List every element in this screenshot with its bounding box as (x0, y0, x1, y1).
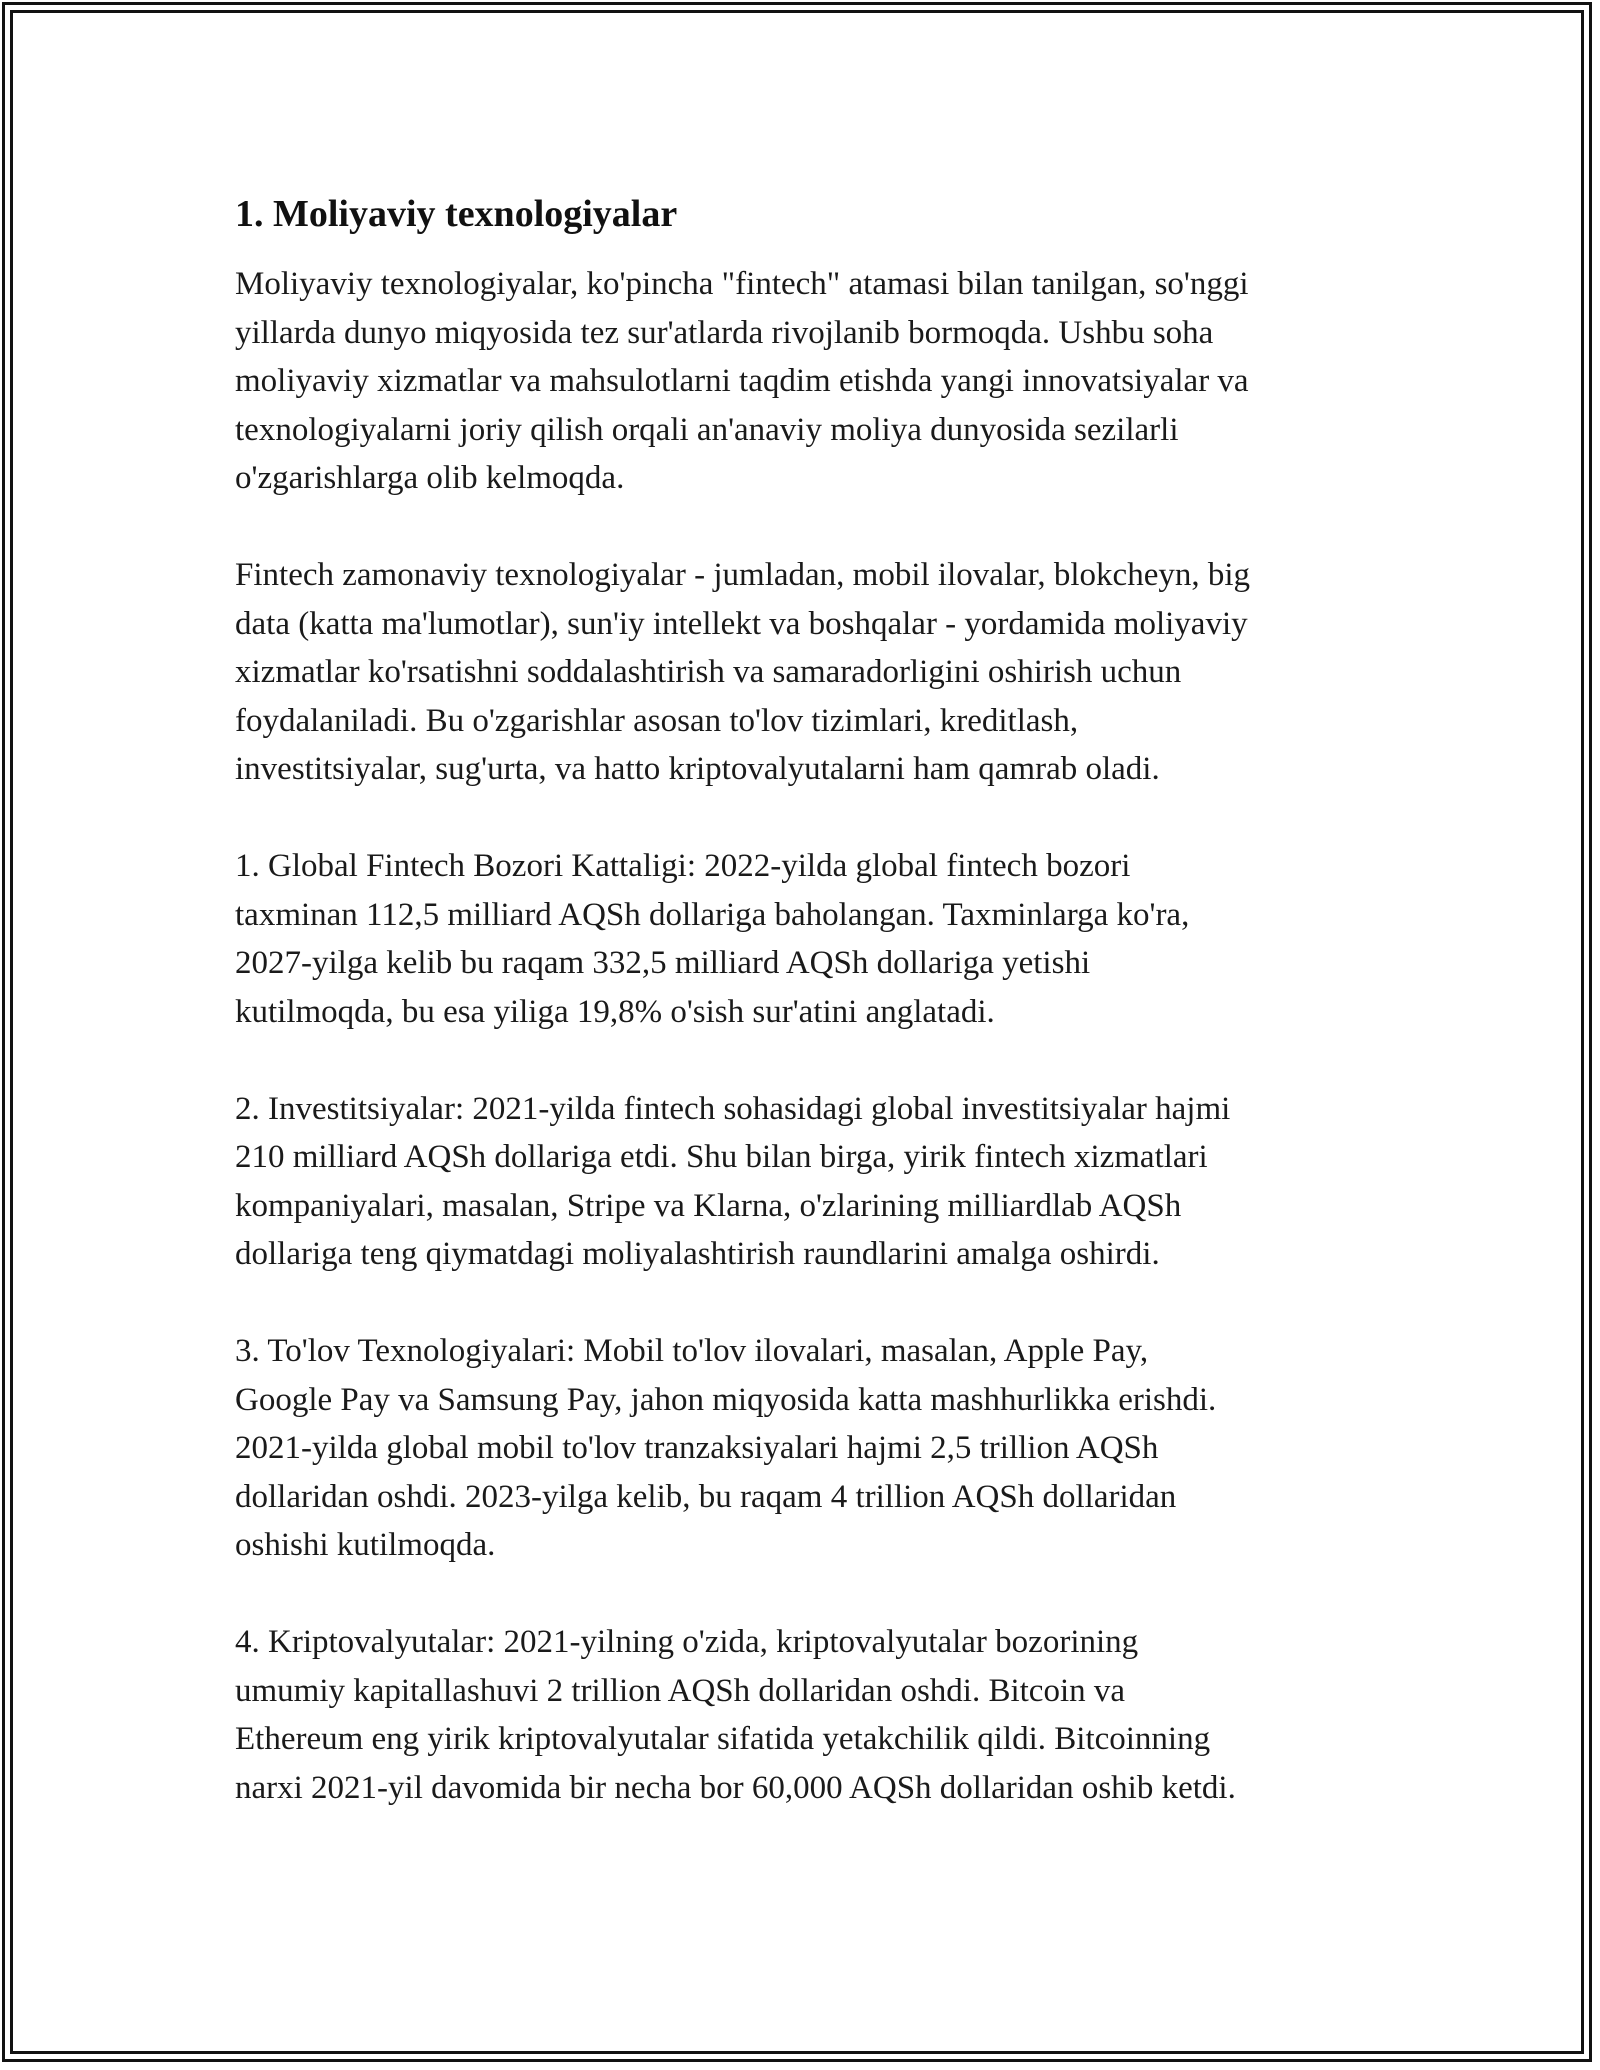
paragraph-intro: Moliyaviy texnologiyalar, ko'pincha "fintech" atamasi bilan tanilgan, so'nggi yillarda dunyo miqyosida tez sur'atlarda rivojlanib bormoqda. Ushbu soha moliyaviy xizmatlar va mahsulotlarni taqdim etishda yangi innovatsiyalar va texnologiyalarni joriy qilish orqali an'anaviy moliya dunyosida sezilarli o'zgarishlarga olib kelmoqda. (235, 266, 1249, 496)
paragraph-fintech-technologies: Fintech zamonaviy texnologiyalar - jumladan, mobil ilovalar, blokcheyn, big data (katta ma'lumotlar), sun'iy intellekt va boshqalar - yordamida moliyaviy xizmatlar ko'rsatishni soddalashtirish va samaradorligini oshirish uchun foydalaniladi. Bu o'zgarishlar asosan to'lov tizimlari, kreditlash, investitsiyalar, sug'urta, va hatto kriptovalyutalarni ham qamrab oladi. (235, 557, 1251, 787)
paragraph-cryptocurrencies: 4. Kriptovalyutalar: 2021-yilning o'zida, kriptovalyutalar bozorining umumiy kapitallashuvi 2 trillion AQSh dollaridan oshdi. Bitcoin va Ethereum eng yirik kriptovalyutalar sifatida yetakchilik qildi. Bitcoinning narxi 2021-yil davomida bir necha bor 60,000 AQSh dollaridan oshib ketdi. (235, 1624, 1236, 1806)
section-heading: 1. Moliyaviy texnologiyalar (235, 193, 678, 235)
paragraph-global-market-size: 1. Global Fintech Bozori Kattaligi: 2022-yilda global fintech bozori taxminan 112,5 milliard AQSh dollariga baholangan. Taxminlarga ko'ra, 2027-yilga kelib bu raqam 332,5 milliard AQSh dollariga yetishi kutilmoqda, bu esa yiliga 19,8% o'sish sur'atini anglatadi. (235, 848, 1190, 1030)
paragraph-investments: 2. Investitsiyalar: 2021-yilda fintech sohasidagi global investitsiyalar hajmi 210 milliard AQSh dollariga etdi. Shu bilan birga, yirik fintech xizmatlari kompaniyalari, masalan, Stripe va Klarna, o'zlarining milliardlab AQSh dollariga teng qiymatdagi moliyalashtirish raundlarini amalga oshirdi. (235, 1090, 1231, 1272)
paragraph-payment-technologies: 3. To'lov Texnologiyalari: Mobil to'lov ilovalari, masalan, Apple Pay, Google Pay va Samsung Pay, jahon miqyosida katta mashhurlikka erishdi. 2021-yilda global mobil to'lov tranzaksiyalari hajmi 2,5 trillion AQSh dollaridan oshdi. 2023-yilga kelib, bu raqam 4 trillion AQSh dollaridan oshishi kutilmoqda. (235, 1333, 1217, 1563)
document-body (235, 186, 1405, 1861)
